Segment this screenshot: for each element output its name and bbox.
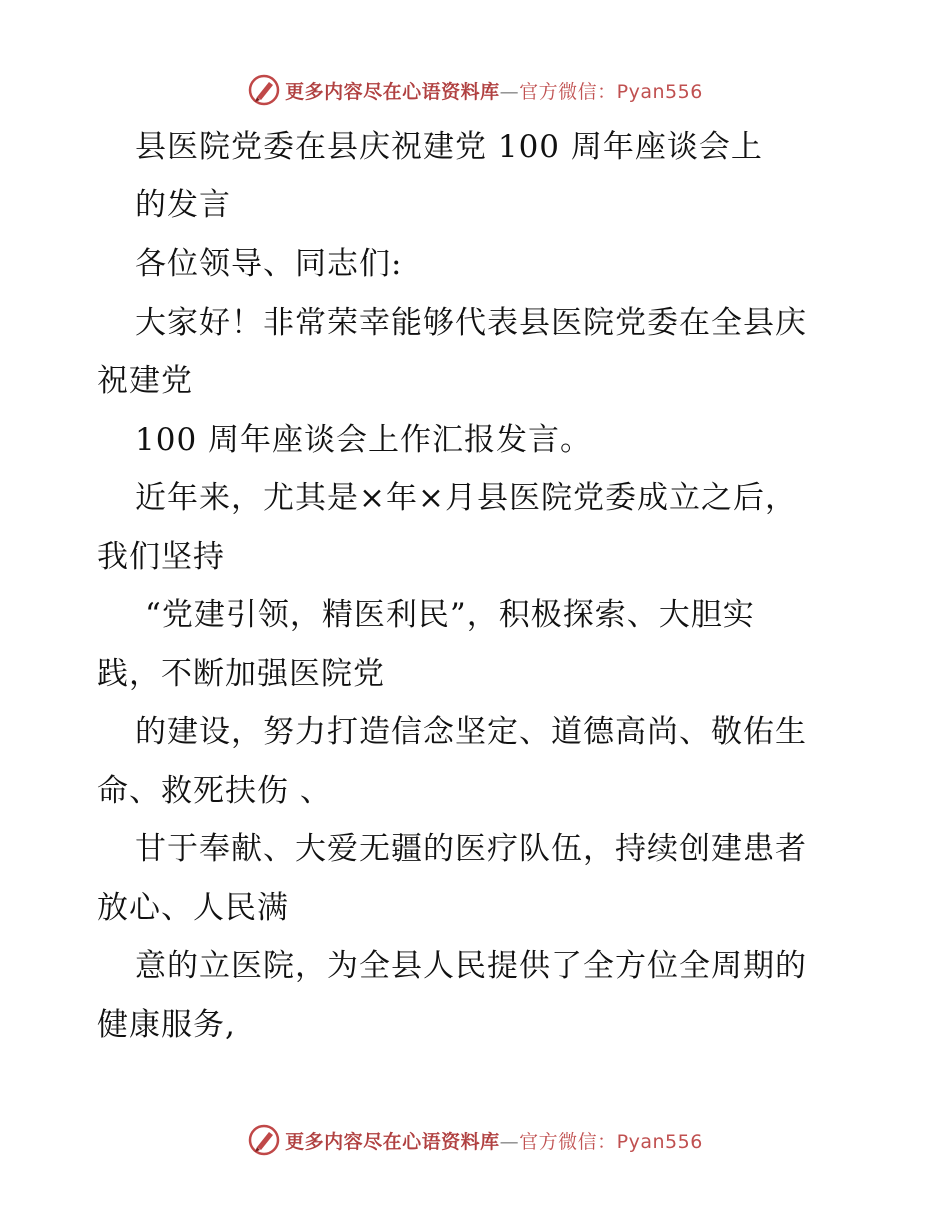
paragraph-line: 健康服务, [97,1007,236,1043]
paragraph-line: 大家好！非常荣幸能够代表县医院党委在全县庆 [135,305,807,341]
header-watermark-dash: — [499,80,520,103]
footer-watermark-main: 更多内容尽在心语资料库 [285,1130,500,1153]
header-watermark-tail: 官方微信：Pyan556 [519,80,703,103]
footer-watermark-tail: 官方微信：Pyan556 [519,1130,703,1153]
paragraph-line: “党建引领，精医利民”，积极探索、大胆实 [145,597,755,633]
paragraph-line: 放心、人民满 [97,890,289,926]
footer-watermark-text [285,1127,703,1154]
paragraph-line: 的建设，努力打造信念坚定、道德高尚、敬佑生 [135,714,807,750]
salutation: 各位领导、同志们: [135,246,403,282]
paragraph-line: 意的立医院，为全县人民提供了全方位全周期的 [135,948,807,984]
footer-watermark-dash: — [499,1130,520,1153]
paragraph-line: 践，不断加强医院党 [97,656,385,692]
paragraph-line: 命、救死扶伤 、 [97,773,332,809]
paragraph-line: 甘于奉献、大爱无疆的医疗队伍，持续创建患者 [135,831,807,867]
pen-logo-icon [247,73,281,107]
paragraph-line: 祝建党 [97,363,193,399]
document-title-line-1: 县医院党委在县庆祝建党 100 周年座谈会上 [135,129,763,165]
paragraph-line: 近年来，尤其是×年×月县医院党委成立之后， [135,480,797,516]
header-watermark-main: 更多内容尽在心语资料库 [285,80,500,103]
paragraph-line: 我们坚持 [97,539,225,575]
pen-logo-icon [247,1123,281,1157]
header-watermark [0,70,950,110]
paragraph-line: 100 周年座谈会上作汇报发言。 [135,422,593,458]
document-title-line-2: 的发言 [135,187,231,223]
header-watermark-text [285,77,703,104]
footer-watermark [0,1120,950,1160]
